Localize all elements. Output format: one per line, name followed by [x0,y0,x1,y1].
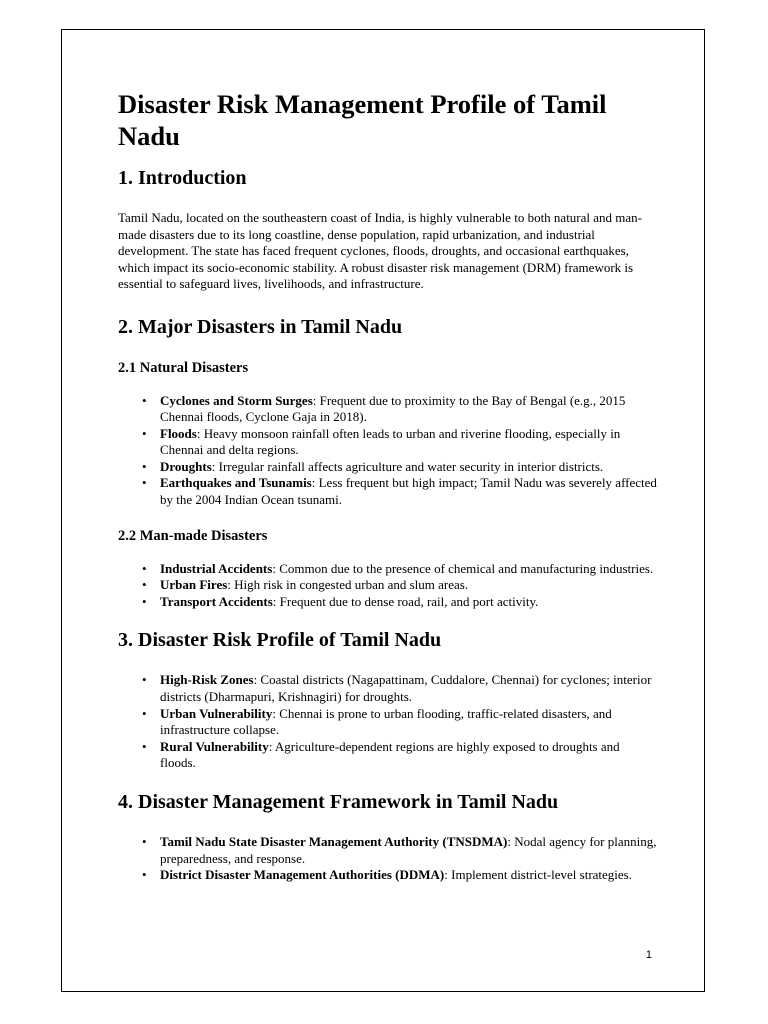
list-item [160,834,658,867]
section-heading-introduction: 1. Introduction [118,167,247,189]
list-item-term: Cyclones and Storm Surges [160,392,313,408]
list-item-term: Urban Fires [160,577,228,593]
list-item [160,393,658,426]
list-item-description: : Chennai is prone to urban flooding, traffic-related disasters, and infrastructure collapse. [160,705,612,738]
list-item [160,706,658,739]
list-item [160,867,658,884]
list-item-description: : Heavy monsoon rainfall often leads to urban and riverine flooding, especially in Chennai and delta regions. [160,425,621,458]
list-item-description: : Implement district-level strategies. [444,867,632,883]
subsection-heading-man-made-disasters: 2.2 Man-made Disasters [118,527,268,544]
document-title: Disaster Risk Management Profile of Tamil Nadu [118,89,607,151]
natural-disasters-list [118,393,658,509]
list-item-description: : Coastal districts (Nagapattinam, Cuddalore, Chennai) for cyclones; interior districts (Dharmapuri, Krishnagiri) for droughts. [160,672,652,705]
list-item-term: Earthquakes and Tsunamis [160,475,312,491]
list-item-description: : Common due to the presence of chemical and manufacturing industries. [272,560,654,576]
list-item-description: : Nodal agency for planning, preparedness, and response. [160,834,657,866]
list-item-term: Droughts [160,458,212,474]
page-content [118,88,658,902]
subsection-heading-natural-disasters: 2.1 Natural Disasters [118,359,249,376]
list-item-term: High-Risk Zones [160,672,254,688]
section-heading-major-disasters: 2. Major Disasters in Tamil Nadu [118,315,403,338]
list-item-term: Urban Vulnerability [160,705,273,721]
list-item-term: Tamil Nadu State Disaster Management Authority (TNSDMA) [160,834,508,849]
introduction-paragraph: Tamil Nadu, located on the southeastern coast of India, is highly vulnerable to both natural and man-made disasters due to its long coastline, dense population, rapid urbanization, and industrial development. The state has faced frequent cyclones, floods, droughts, and occasional earthquakes, which impact its socio-economic stability. A robust disaster risk management (DRM) framework is essential to safeguard lives, livelihoods, and infrastructure. [118,210,642,291]
list-item-term: District Disaster Management Authorities (DDMA) [160,867,445,883]
list-item [160,426,658,459]
list-item-description: : Agriculture-dependent regions are highly exposed to droughts and floods. [160,738,620,771]
management-framework-list [118,834,658,884]
list-item-description: : Irregular rainfall affects agriculture and water security in interior districts. [211,458,604,474]
list-item [160,594,658,611]
list-item-description: : Less frequent but high impact; Tamil Nadu was severely affected by the 2004 Indian Ocean tsunami. [160,475,657,508]
list-item [160,459,658,476]
section-heading-management-framework: 4. Disaster Management Framework in Tamil Nadu [118,791,559,813]
man-made-disasters-list [118,561,658,611]
document-page [61,29,705,992]
list-item-term: Transport Accidents [160,593,273,609]
list-item-term: Industrial Accidents [160,560,273,576]
list-item [160,577,658,594]
list-item [160,672,658,705]
section-heading-risk-profile: 3. Disaster Risk Profile of Tamil Nadu [118,629,442,652]
list-item-description: : Frequent due to dense road, rail, and port activity. [272,593,539,609]
risk-profile-list [118,672,658,772]
list-item-term: Floods [160,425,197,441]
list-item [160,739,658,772]
list-item-description: : High risk in congested urban and slum areas. [227,577,469,593]
page-number: 1 [645,949,652,961]
list-item-description: : Frequent due to proximity to the Bay of Bengal (e.g., 2015 Chennai floods, Cyclone Gaja in 2018). [160,392,626,425]
list-item [160,475,658,508]
list-item-term: Rural Vulnerability [160,738,269,754]
list-item [160,561,658,578]
